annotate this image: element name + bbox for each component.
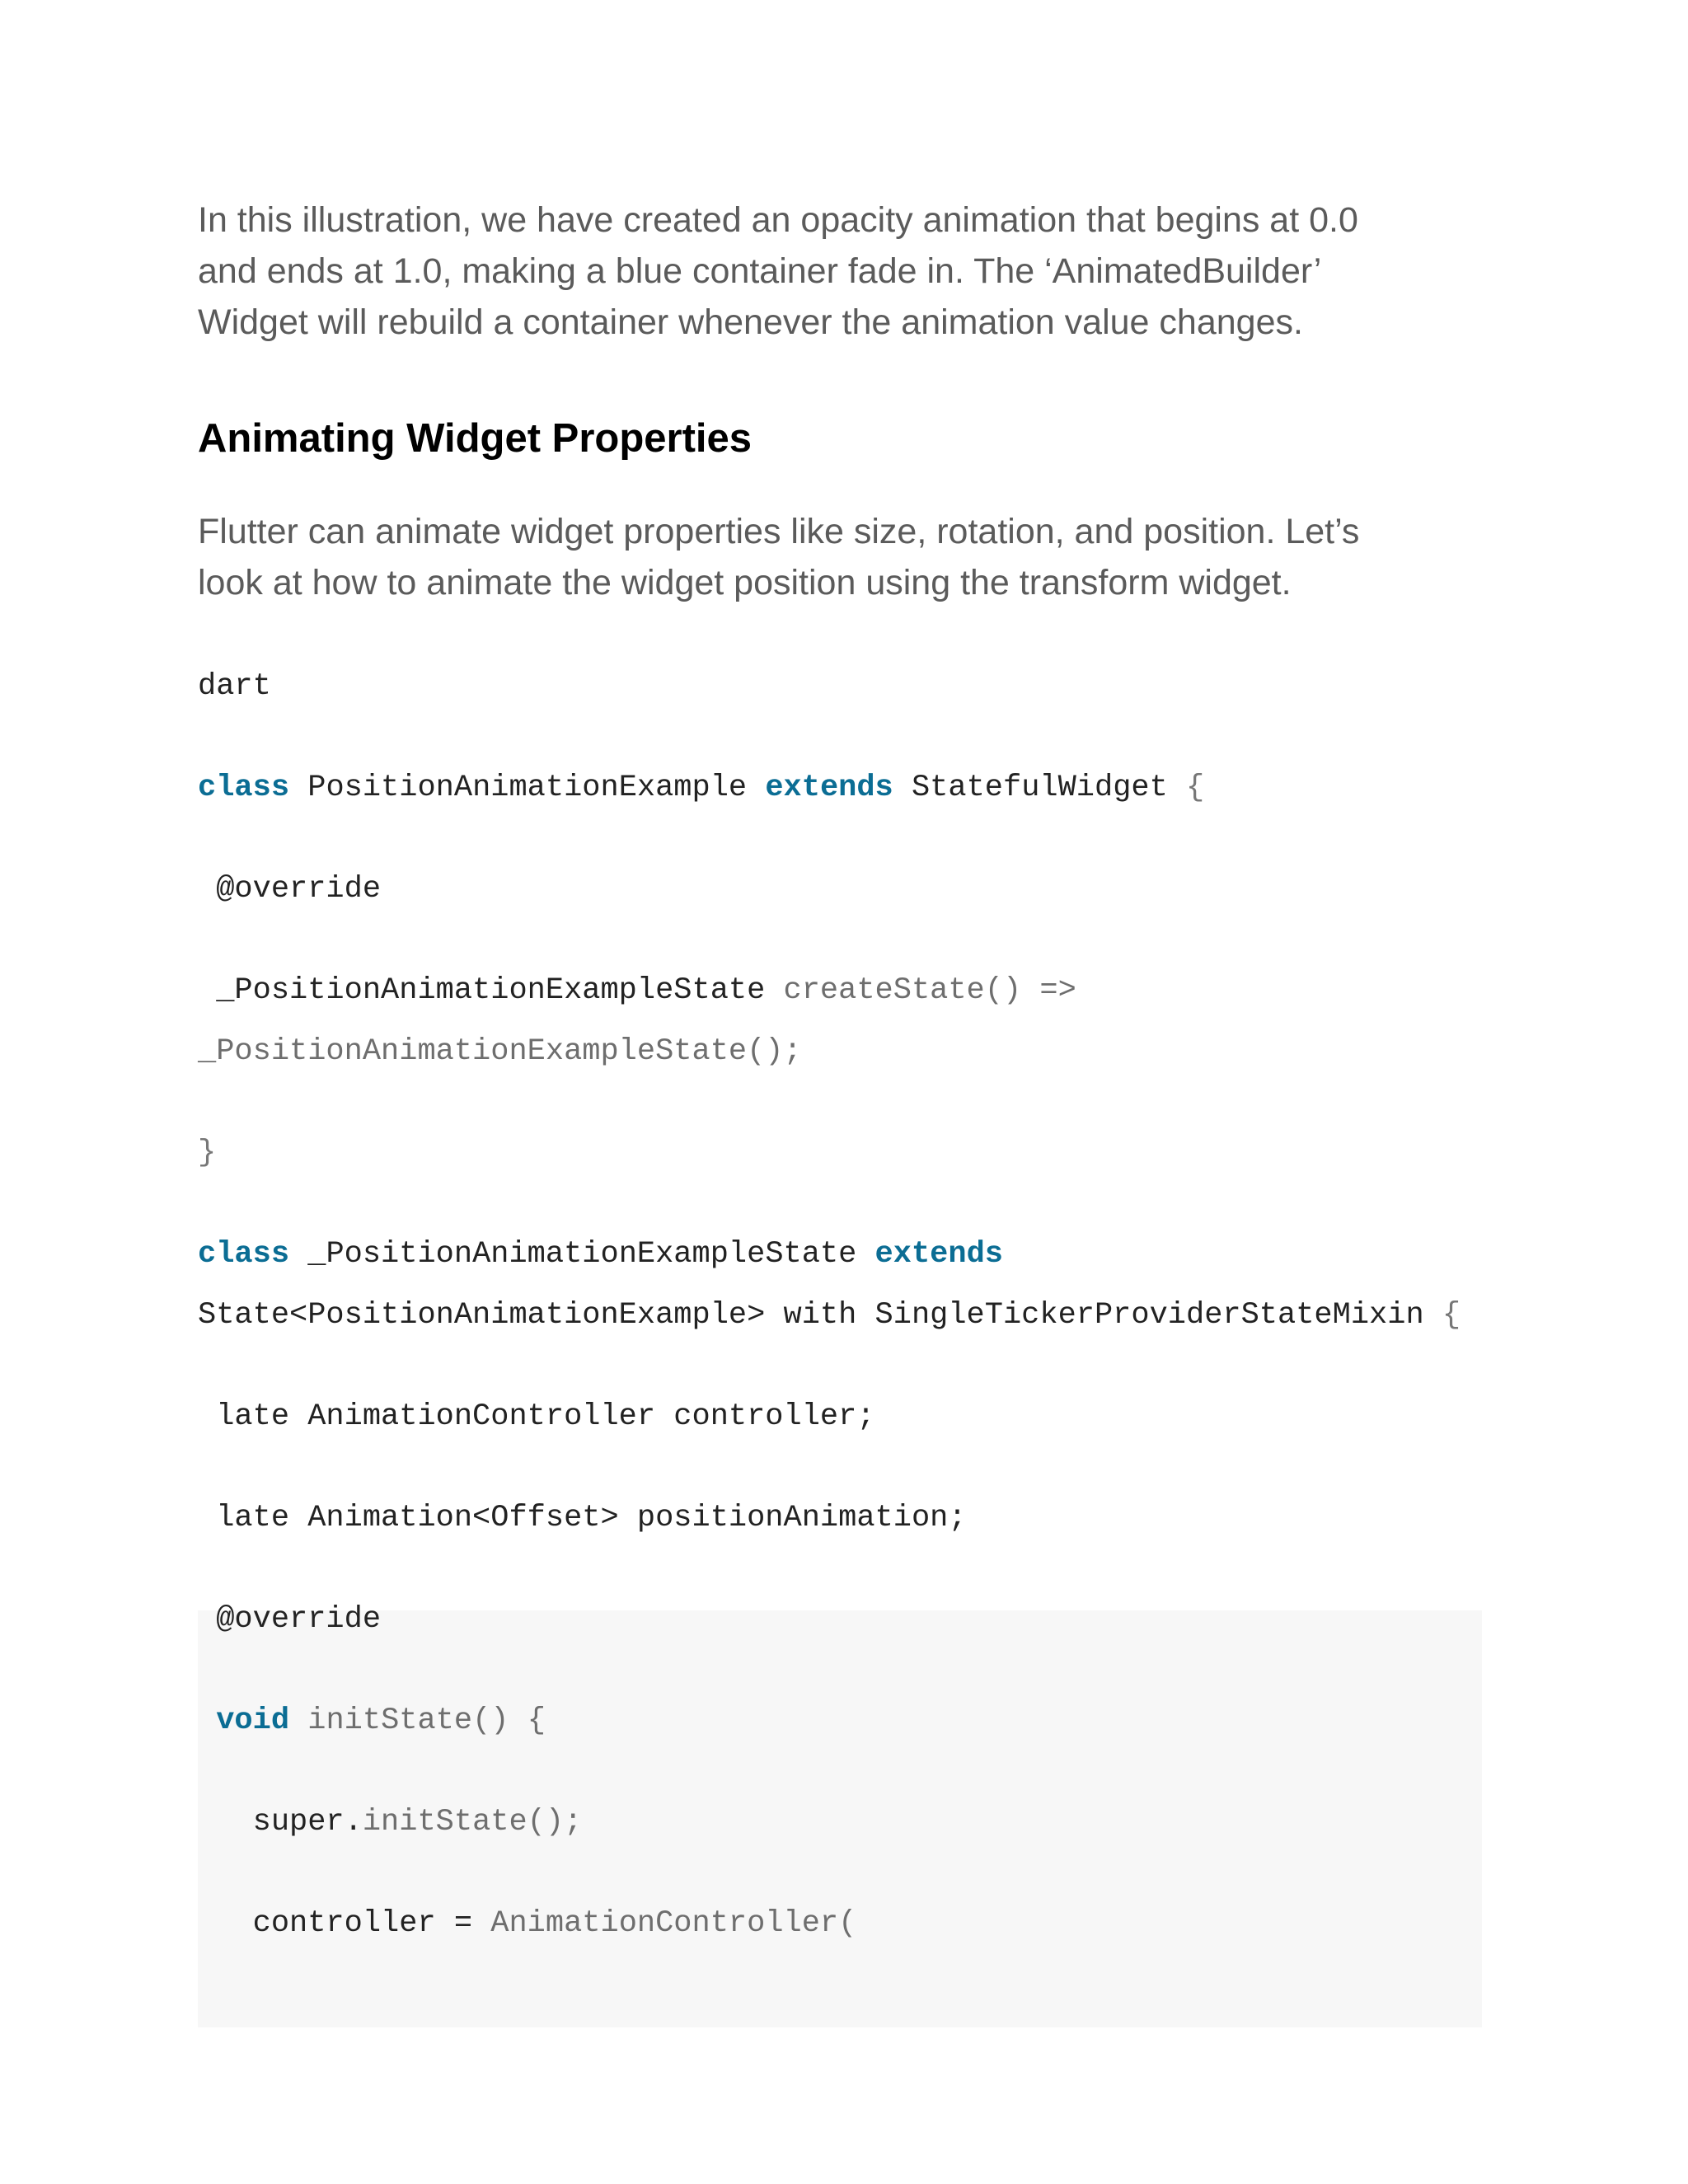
code-brace: {: [1186, 771, 1205, 805]
code-language-label: dart: [198, 669, 271, 704]
code-keyword: extends: [874, 1237, 1003, 1272]
code-keyword: class: [198, 771, 290, 805]
intro-line: In this illustration, we have created an opacity animation that begins at 0.0: [198, 200, 1358, 240]
section-line: look at how to animate the widget position using the transform widget.: [198, 563, 1292, 602]
code-line: [198, 972, 1076, 1010]
code-method: initState() {: [289, 1704, 546, 1738]
code-brace: }: [198, 1136, 217, 1170]
code-line: late AnimationController controller;: [198, 1399, 875, 1434]
code-class-name: _PositionAnimationExampleState: [289, 1237, 875, 1272]
code-super: super.: [198, 1805, 363, 1840]
code-method-call: initState();: [362, 1805, 583, 1840]
code-brace: {: [1442, 1298, 1461, 1333]
code-line: late Animation<Offset> positionAnimation;: [198, 1501, 967, 1535]
code-method: createState() =>: [783, 973, 1076, 1008]
code-class-name: PositionAnimationExample: [289, 771, 766, 805]
code-line: [198, 769, 1204, 807]
code-constructor-call: _PositionAnimationExampleState();: [198, 1034, 802, 1069]
intro-line: and ends at 1.0, making a blue container fade in. The ‘AnimatedBuilder’: [198, 251, 1322, 291]
section-line: Flutter can animate widget properties like size, rotation, and position. Let’s: [198, 512, 1360, 551]
code-superclass: StatefulWidget: [893, 771, 1187, 805]
code-line: [198, 1033, 802, 1071]
code-constructor-call: AnimationController(: [490, 1906, 857, 1941]
code-line: [198, 1905, 856, 1943]
code-keyword: class: [198, 1237, 290, 1272]
code-line: [198, 1235, 1003, 1273]
code-return-type: _PositionAnimationExampleState: [198, 973, 784, 1008]
code-line: [198, 1702, 546, 1740]
code-line: @override: [198, 1602, 382, 1637]
section-paragraph: [198, 506, 1484, 608]
code-keyword: void: [216, 1704, 290, 1738]
intro-line: Widget will rebuild a container whenever the animation value changes.: [198, 302, 1303, 342]
intro-paragraph: [198, 194, 1484, 348]
section-heading: Animating Widget Properties: [198, 416, 753, 461]
code-line: @override: [198, 872, 382, 907]
code-line: [198, 1803, 582, 1841]
code-generic-type: State<PositionAnimationExample> with SingleTickerProviderStateMixin: [198, 1298, 1442, 1333]
code-assignment: controller =: [198, 1906, 491, 1941]
code-line: [198, 1134, 216, 1172]
code-keyword: extends: [765, 771, 893, 805]
code-line: [198, 1296, 1461, 1334]
